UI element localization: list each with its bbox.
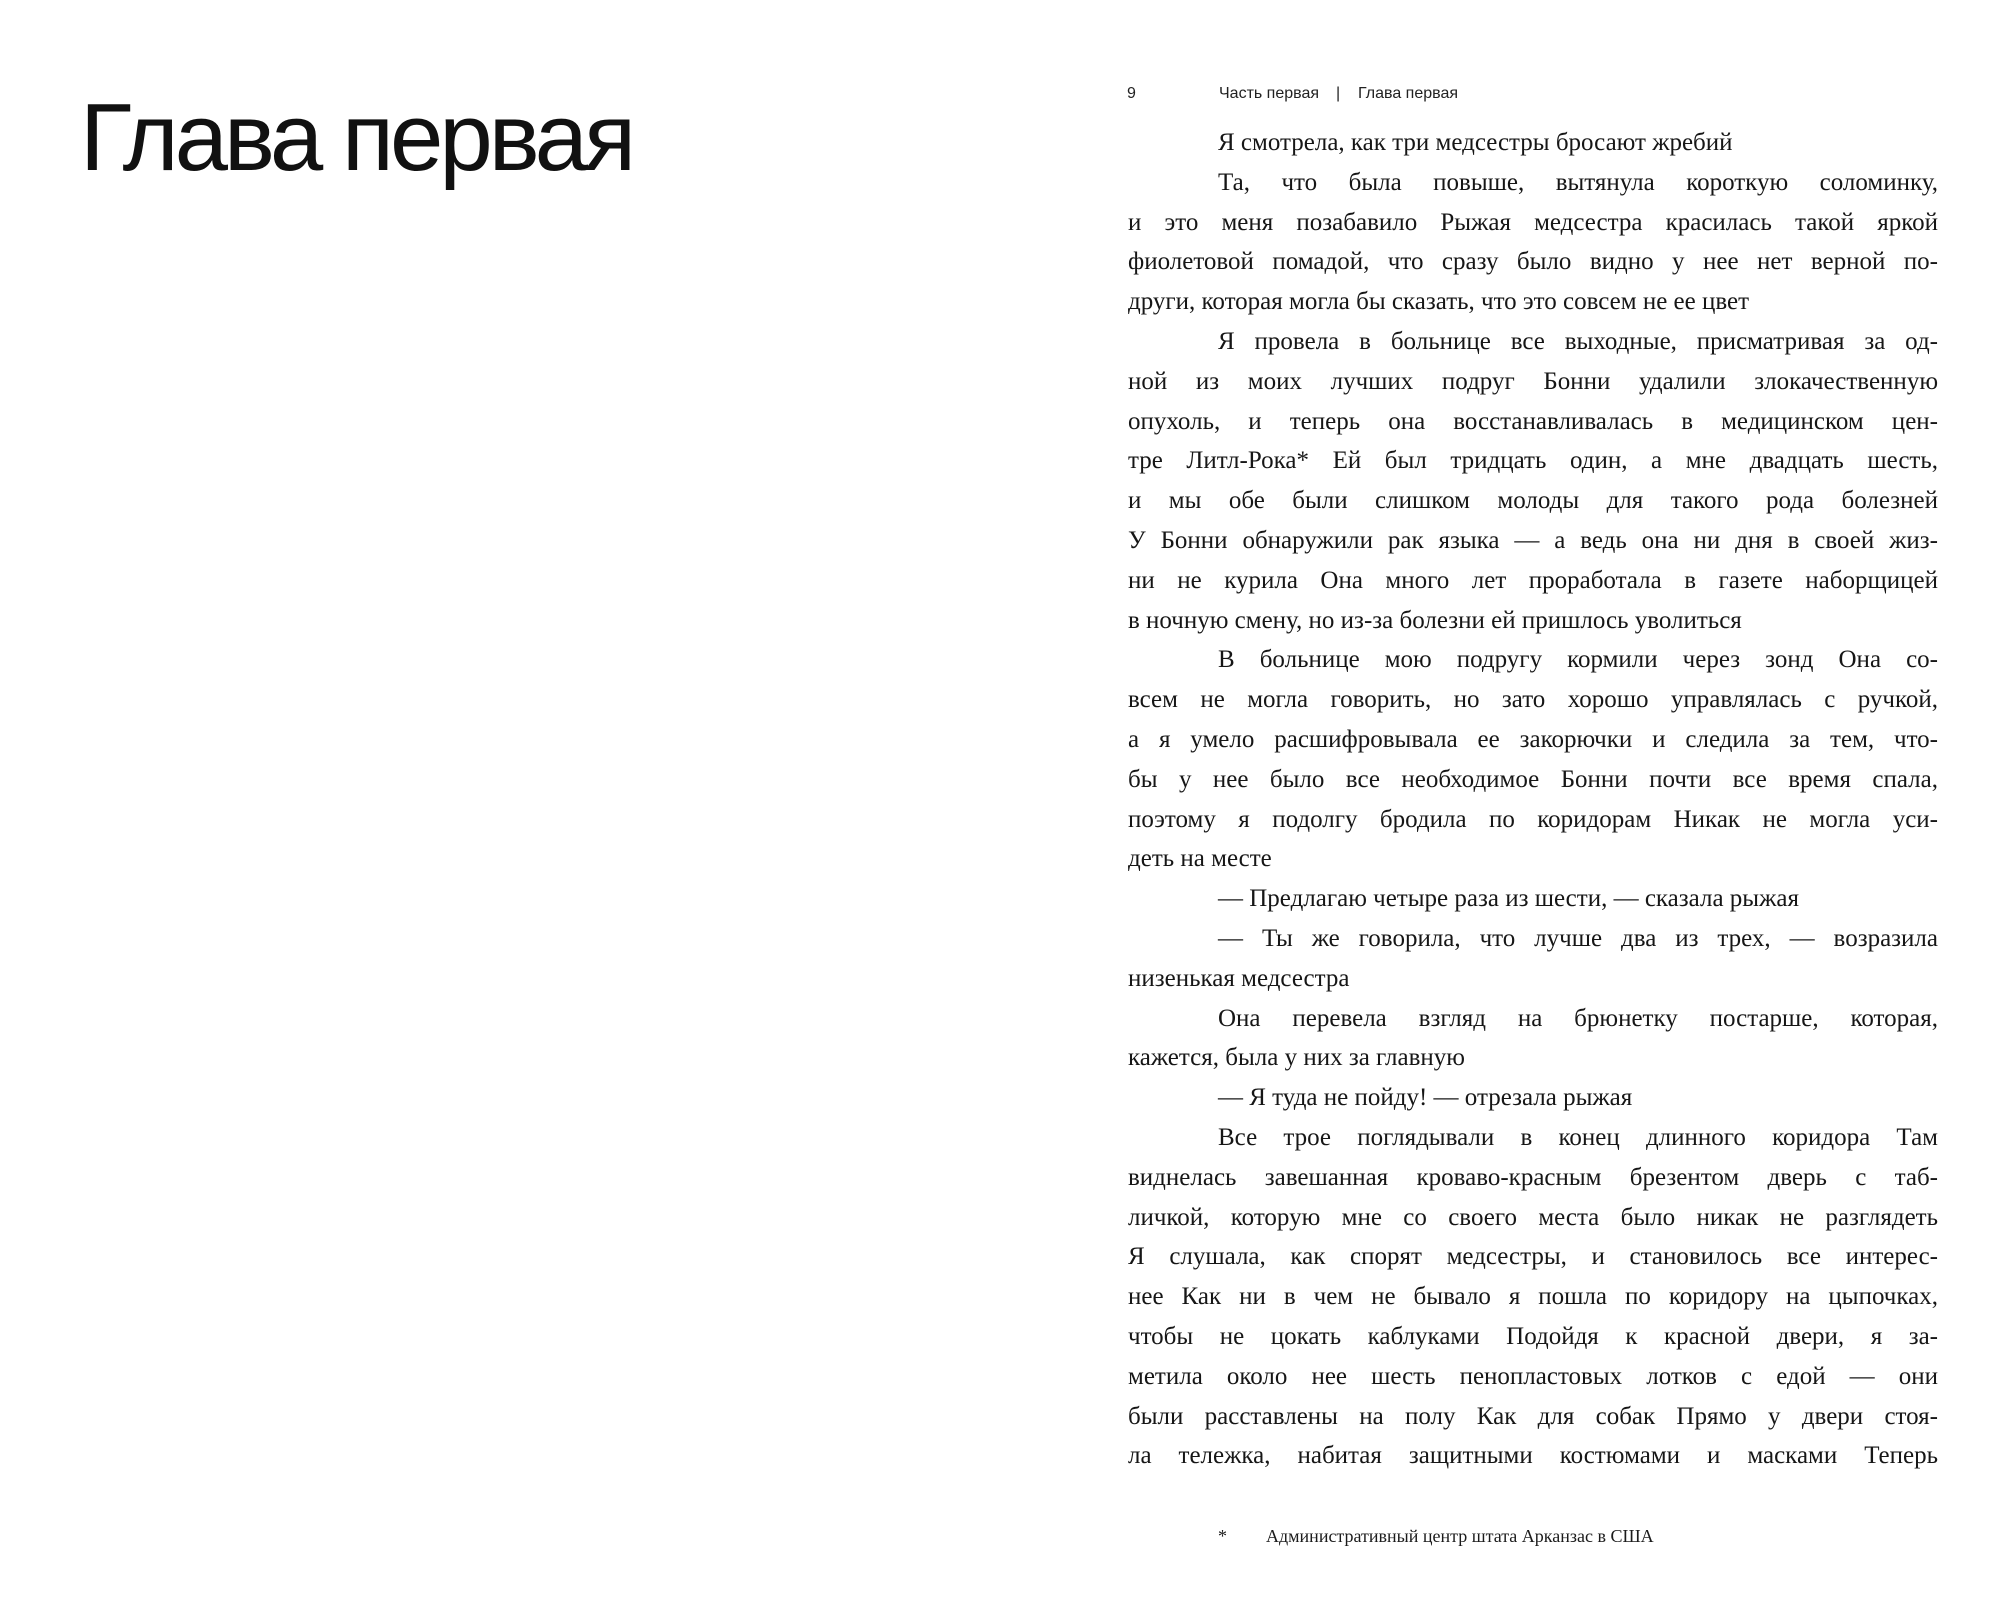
body-text xyxy=(1128,123,1938,1476)
text-line: деть на месте xyxy=(1128,845,1272,873)
text-line: чтобы не цокать каблуками Подойдя к красной двери, я за- xyxy=(1128,1322,1938,1350)
text-line: други, которая могла бы сказать, что это совсем не ее цвет xyxy=(1128,288,1750,316)
page-number: 9 xyxy=(1127,85,1136,102)
text-line: опухоль, и теперь она восстанавливалась в медицинском цен- xyxy=(1128,407,1938,435)
text-line: — Ты же говорила, что лучше два из трех, — возразила xyxy=(1218,924,1938,952)
text-line: и мы обе были слишком молоды для такого рода болезней xyxy=(1128,487,1938,515)
text-line: фиолетовой помадой, что сразу было видно у нее нет верной по- xyxy=(1128,248,1938,276)
text-line: Все трое поглядывали в конец длинного коридора Там xyxy=(1218,1123,1938,1151)
text-line: — Предлагаю четыре раза из шести, — сказала рыжая xyxy=(1218,885,1799,913)
text-line: личкой, которую мне со своего места было никак не разглядеть xyxy=(1128,1203,1938,1231)
text-line: кажется, была у них за главную xyxy=(1128,1044,1465,1072)
text-line: ни не курила Она много лет проработала в газете наборщицей xyxy=(1128,566,1938,594)
text-line: всем не могла говорить, но зато хорошо управлялась с ручкой, xyxy=(1128,686,1938,714)
text-line: а я умело расшифровывала ее закорючки и следила за тем, что- xyxy=(1128,725,1938,753)
text-line: У Бонни обнаружили рак языка — а ведь она ни дня в своей жиз- xyxy=(1128,526,1938,554)
text-line: Я смотрела, как три медсестры бросают жребий xyxy=(1218,129,1733,156)
footnote-mark: * xyxy=(1218,1526,1227,1546)
text-line: и это меня позабавило Рыжая медсестра красилась такой яркой xyxy=(1128,208,1938,236)
text-line: нее Как ни в чем не бывало я пошла по коридору на цыпочках, xyxy=(1128,1283,1938,1311)
running-head xyxy=(1127,82,1927,106)
text-line: тре Литл-Рока* Ей был тридцать один, а мне двадцать шесть, xyxy=(1128,447,1938,475)
footnote-text: Административный центр штата Арканзас в США xyxy=(1266,1526,1654,1546)
text-line: Та, что была повыше, вытянула короткую соломинку, xyxy=(1218,168,1938,196)
text-line: метила около нее шесть пенопластовых лотков с едой — они xyxy=(1128,1362,1938,1390)
text-line: Она перевела взгляд на брюнетку постарше, которая, xyxy=(1218,1004,1938,1032)
running-head-part: Часть первая xyxy=(1219,85,1320,102)
text-line: ной из моих лучших подруг Бонни удалили злокачественную xyxy=(1128,367,1938,395)
text-line: были расставлены на полу Как для собак Прямо у двери стоя- xyxy=(1128,1402,1938,1430)
text-line: Я слушала, как спорят медсестры, и становилось все интерес- xyxy=(1128,1243,1938,1271)
text-line: поэтому я подолгу бродила по коридорам Никак не могла уси- xyxy=(1128,805,1938,833)
text-line: бы у нее было все необходимое Бонни почти все время спала, xyxy=(1128,765,1938,793)
text-line: виднелась завешанная кроваво-красным брезентом дверь с таб- xyxy=(1128,1163,1938,1191)
text-line: в ночную смену, но из-за болезни ей пришлось уволиться xyxy=(1128,606,1742,634)
running-head-chapter: Глава первая xyxy=(1358,85,1459,102)
text-line: ла тележка, набитая защитными костюмами и масками Теперь xyxy=(1128,1442,1938,1470)
text-line: Я провела в больнице все выходные, присматривая за од- xyxy=(1218,327,1938,355)
text-line: — Я туда не пойду! — отрезала рыжая xyxy=(1218,1084,1633,1112)
text-line: низенькая медсестра xyxy=(1128,964,1350,992)
running-head-separator: | xyxy=(1336,85,1341,102)
text-line: В больнице мою подругу кормили через зонд Она со- xyxy=(1218,646,1938,674)
chapter-title: Глава первая xyxy=(80,84,633,191)
footnote xyxy=(1218,1521,1918,1551)
